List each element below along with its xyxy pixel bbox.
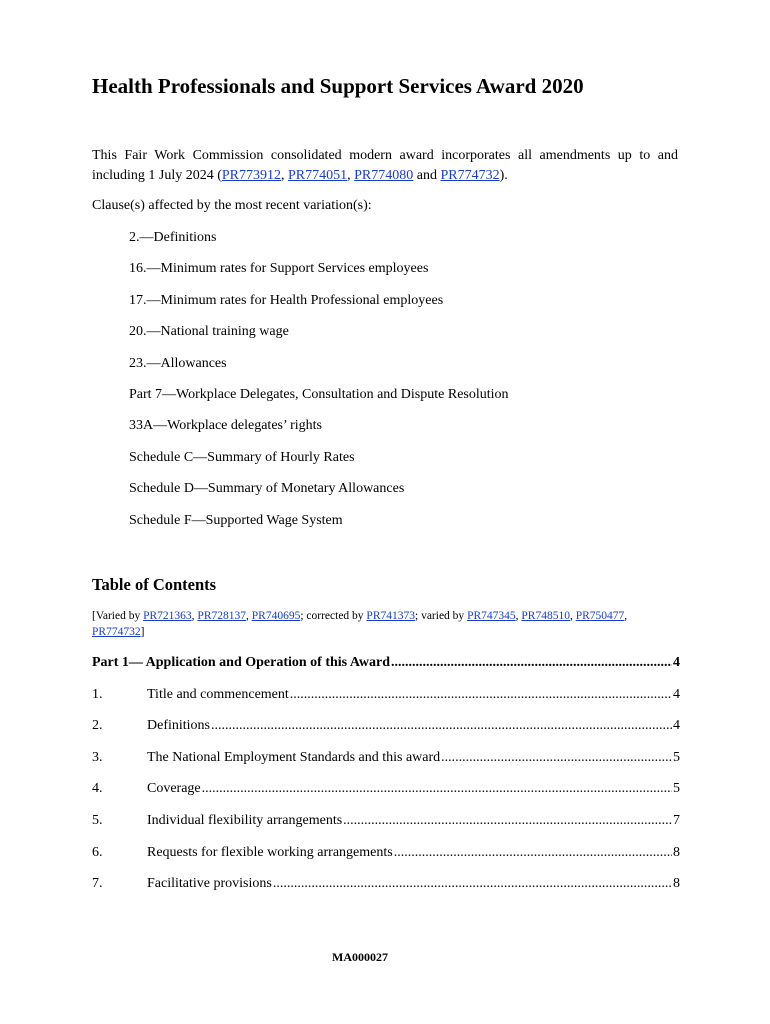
- toc-entry-title: Requests for flexible working arrangements: [147, 844, 393, 860]
- dot-leader: [211, 716, 672, 736]
- page-footer-code: MA000027: [332, 950, 388, 964]
- dot-leader: [273, 874, 672, 894]
- variation-link[interactable]: PR774732: [92, 626, 141, 638]
- dot-leader: [394, 843, 672, 863]
- variation-prefix: [Varied by: [92, 610, 144, 622]
- toc-entry-title: Part 1— Application and Operation of this Award: [92, 655, 391, 670]
- separator: ,: [281, 168, 289, 183]
- intro-text-end: ).: [499, 168, 508, 183]
- clause-item: Schedule F—Supported Wage System: [129, 512, 343, 528]
- variation-link[interactable]: PR728137: [197, 610, 246, 622]
- toc-entry-number: 7.: [92, 876, 103, 892]
- separator: and: [413, 168, 441, 183]
- document-title: Health Professionals and Support Services Award 2020: [92, 74, 584, 98]
- toc-entry-title: Individual flexibility arrangements: [147, 812, 343, 828]
- toc-entry-title: Title and commencement: [147, 686, 289, 702]
- clause-item: 16.—Minimum rates for Support Services employees: [129, 261, 429, 277]
- toc-page-number: 8: [673, 844, 680, 860]
- clause-item: Schedule C—Summary of Hourly Rates: [129, 449, 355, 465]
- toc-page-number: 7: [673, 812, 680, 828]
- clause-item: 17.—Minimum rates for Health Professional employees: [129, 292, 444, 308]
- toc-heading: Table of Contents: [92, 575, 217, 594]
- toc-entry-number: 3.: [92, 749, 103, 765]
- toc-page-number: 4: [673, 655, 680, 670]
- amendment-link[interactable]: PR774080: [354, 168, 414, 183]
- toc-page-number: 4: [673, 686, 680, 702]
- toc-entry-title: The National Employment Standards and this award: [147, 749, 441, 765]
- dot-leader: [202, 779, 672, 799]
- toc-entry[interactable]: [92, 779, 680, 811]
- toc-entry-number: 5.: [92, 812, 103, 828]
- toc-entry[interactable]: [92, 843, 680, 875]
- clause-item: 33A—Workplace delegates’ rights: [129, 418, 322, 434]
- toc-entry-title: Definitions: [147, 718, 210, 734]
- toc-entry[interactable]: [92, 874, 680, 906]
- variation-text: ; varied by: [415, 610, 468, 622]
- intro-paragraph: [92, 146, 678, 186]
- toc-entry[interactable]: [92, 748, 680, 780]
- amendment-link[interactable]: PR774051: [288, 168, 348, 183]
- variation-link[interactable]: PR747345: [467, 610, 516, 622]
- toc-page-number: 8: [673, 876, 680, 892]
- amendment-link[interactable]: PR774732: [440, 168, 500, 183]
- clause-item: 20.—National training wage: [129, 324, 289, 340]
- toc-part-entry[interactable]: [92, 653, 680, 685]
- clause-item: 2.—Definitions: [129, 230, 217, 245]
- dot-leader: [391, 653, 672, 673]
- variation-text: ; corrected by: [300, 610, 367, 622]
- dot-leader: [343, 811, 672, 831]
- toc-entry[interactable]: [92, 685, 680, 717]
- toc-page-number: 4: [673, 718, 680, 734]
- toc-entry-number: 4.: [92, 781, 103, 797]
- amendment-link[interactable]: PR773912: [221, 168, 282, 183]
- separator: ,: [347, 168, 355, 183]
- toc-page-number: 5: [673, 749, 680, 765]
- toc-entry-title: Facilitative provisions: [147, 876, 272, 892]
- clause-item: 23.—Allowances: [129, 355, 227, 371]
- variation-link[interactable]: PR721363: [143, 610, 192, 622]
- toc-entry[interactable]: [92, 811, 680, 843]
- toc-entry-number: 2.: [92, 718, 103, 734]
- clauses-affected-label: Clause(s) affected by the most recent variation(s):: [92, 198, 372, 213]
- variation-note: [Varied by PR721363, PR728137, PR740695; corrected by PR741373; varied by PR747345, PR748510, PR750477, PR774732]: [92, 610, 628, 638]
- variation-link[interactable]: PR748510: [521, 610, 570, 622]
- variation-link[interactable]: PR750477: [575, 610, 625, 622]
- clause-item: Schedule D—Summary of Monetary Allowances: [129, 481, 405, 497]
- intro-text: This Fair Work Commission consolidated modern award incorporates all amendments up to and including 1 July 2024 (: [92, 148, 678, 183]
- variation-suffix: ]: [140, 626, 145, 638]
- clauses-affected-list: [129, 228, 509, 542]
- dot-leader: [441, 748, 672, 768]
- table-of-contents: [92, 653, 680, 906]
- toc-entry-number: 6.: [92, 844, 103, 860]
- variation-link[interactable]: PR740695: [251, 610, 301, 622]
- toc-entry-title: Coverage: [147, 781, 201, 797]
- clause-item: Part 7—Workplace Delegates, Consultation and Dispute Resolution: [129, 386, 509, 402]
- toc-entry[interactable]: [92, 716, 680, 748]
- dot-leader: [290, 685, 672, 705]
- toc-entry-number: 1.: [92, 686, 103, 702]
- toc-page-number: 5: [673, 781, 680, 797]
- correction-link[interactable]: PR741373: [366, 610, 415, 622]
